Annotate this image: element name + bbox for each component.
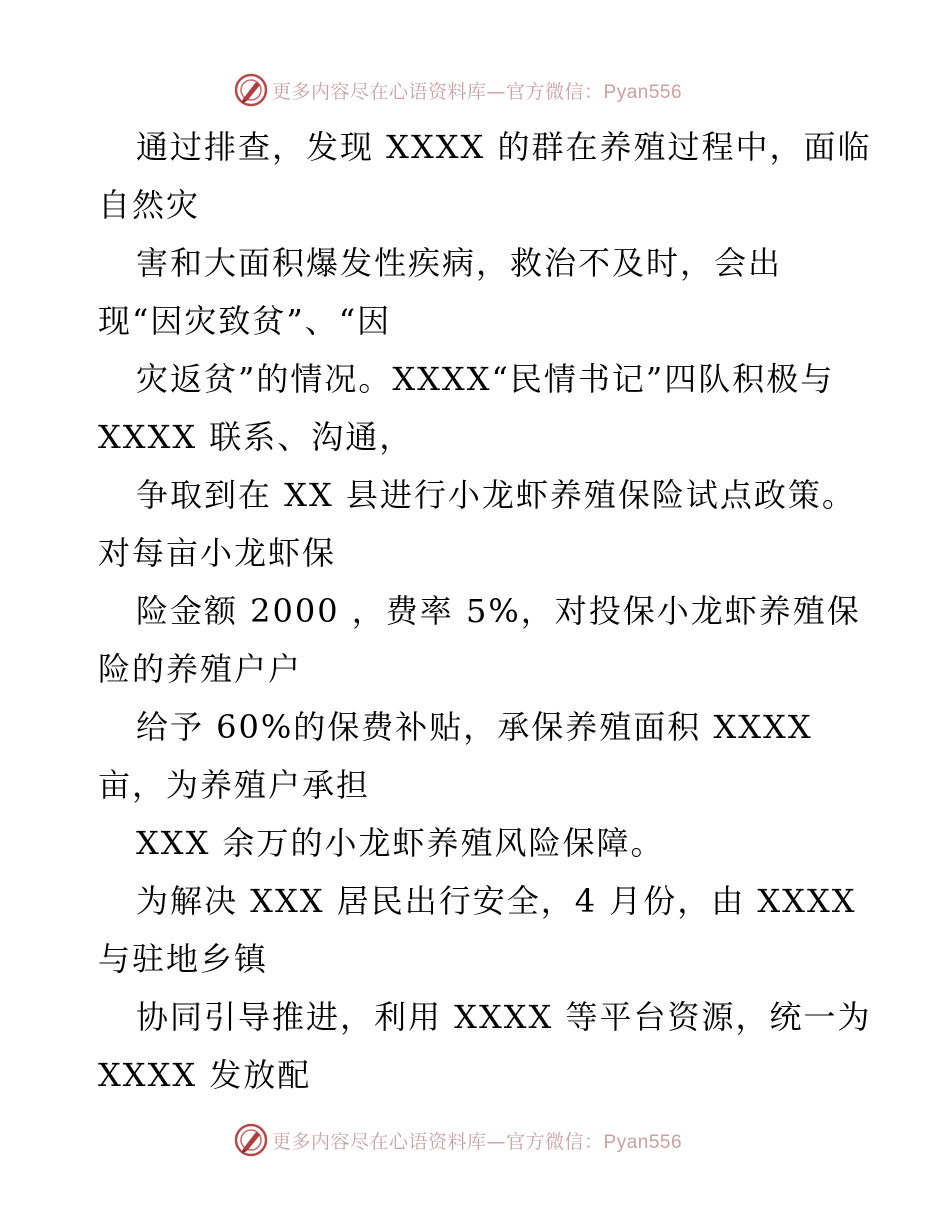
watermark-text: 更多内容尽在心语资料库—官方微信： xyxy=(272,80,604,103)
text-line: 亩，为养殖户承担 xyxy=(98,766,371,804)
watermark-text: 更多内容尽在心语资料库—官方微信： xyxy=(272,1130,604,1153)
text-line: 害和大面积爆发性疾病，救治不及时，会出 xyxy=(136,244,783,282)
watermark-wechat-id: Pyan556 xyxy=(603,1131,683,1153)
header-watermark xyxy=(234,72,682,108)
text-line: 灾返贫”的情况。XXXX“民情书记”四队积极与 xyxy=(136,360,835,398)
text-line: 对每亩小龙虾保 xyxy=(98,534,337,572)
text-line: 现“因灾致贫”、“因 xyxy=(98,302,392,340)
pen-logo-icon xyxy=(234,1123,268,1157)
watermark-wechat-id: Pyan556 xyxy=(603,81,683,103)
text-line: 为解决 XXX 居民出行安全，4 月份，由 XXXX xyxy=(136,882,857,920)
text-line: 协同引导推进，利用 XXXX 等平台资源，统一为 xyxy=(136,998,872,1036)
text-line: 自然灾 xyxy=(98,186,201,224)
text-line: 与驻地乡镇 xyxy=(98,940,269,978)
text-line: 险的养殖户户 xyxy=(98,650,303,688)
text-line: 险金额 2000 ，费率 5%，对投保小龙虾养殖保 xyxy=(136,592,861,630)
text-line: 争取到在 XX 县进行小龙虾养殖保险试点政策。 xyxy=(136,476,856,514)
text-line: XXX 余万的小龙虾养殖风险保障。 xyxy=(136,824,665,862)
text-line: XXXX 联系、沟通， xyxy=(98,418,414,456)
text-line: XXXX 发放配 xyxy=(98,1056,312,1094)
document-body xyxy=(98,118,872,1104)
pen-logo-icon xyxy=(234,73,268,107)
text-line: 通过排查，发现 XXXX 的群在养殖过程中，面临 xyxy=(136,128,872,166)
text-line: 给予 60%的保费补贴，承保养殖面积 XXXX xyxy=(136,708,813,746)
footer-watermark xyxy=(234,1122,682,1158)
